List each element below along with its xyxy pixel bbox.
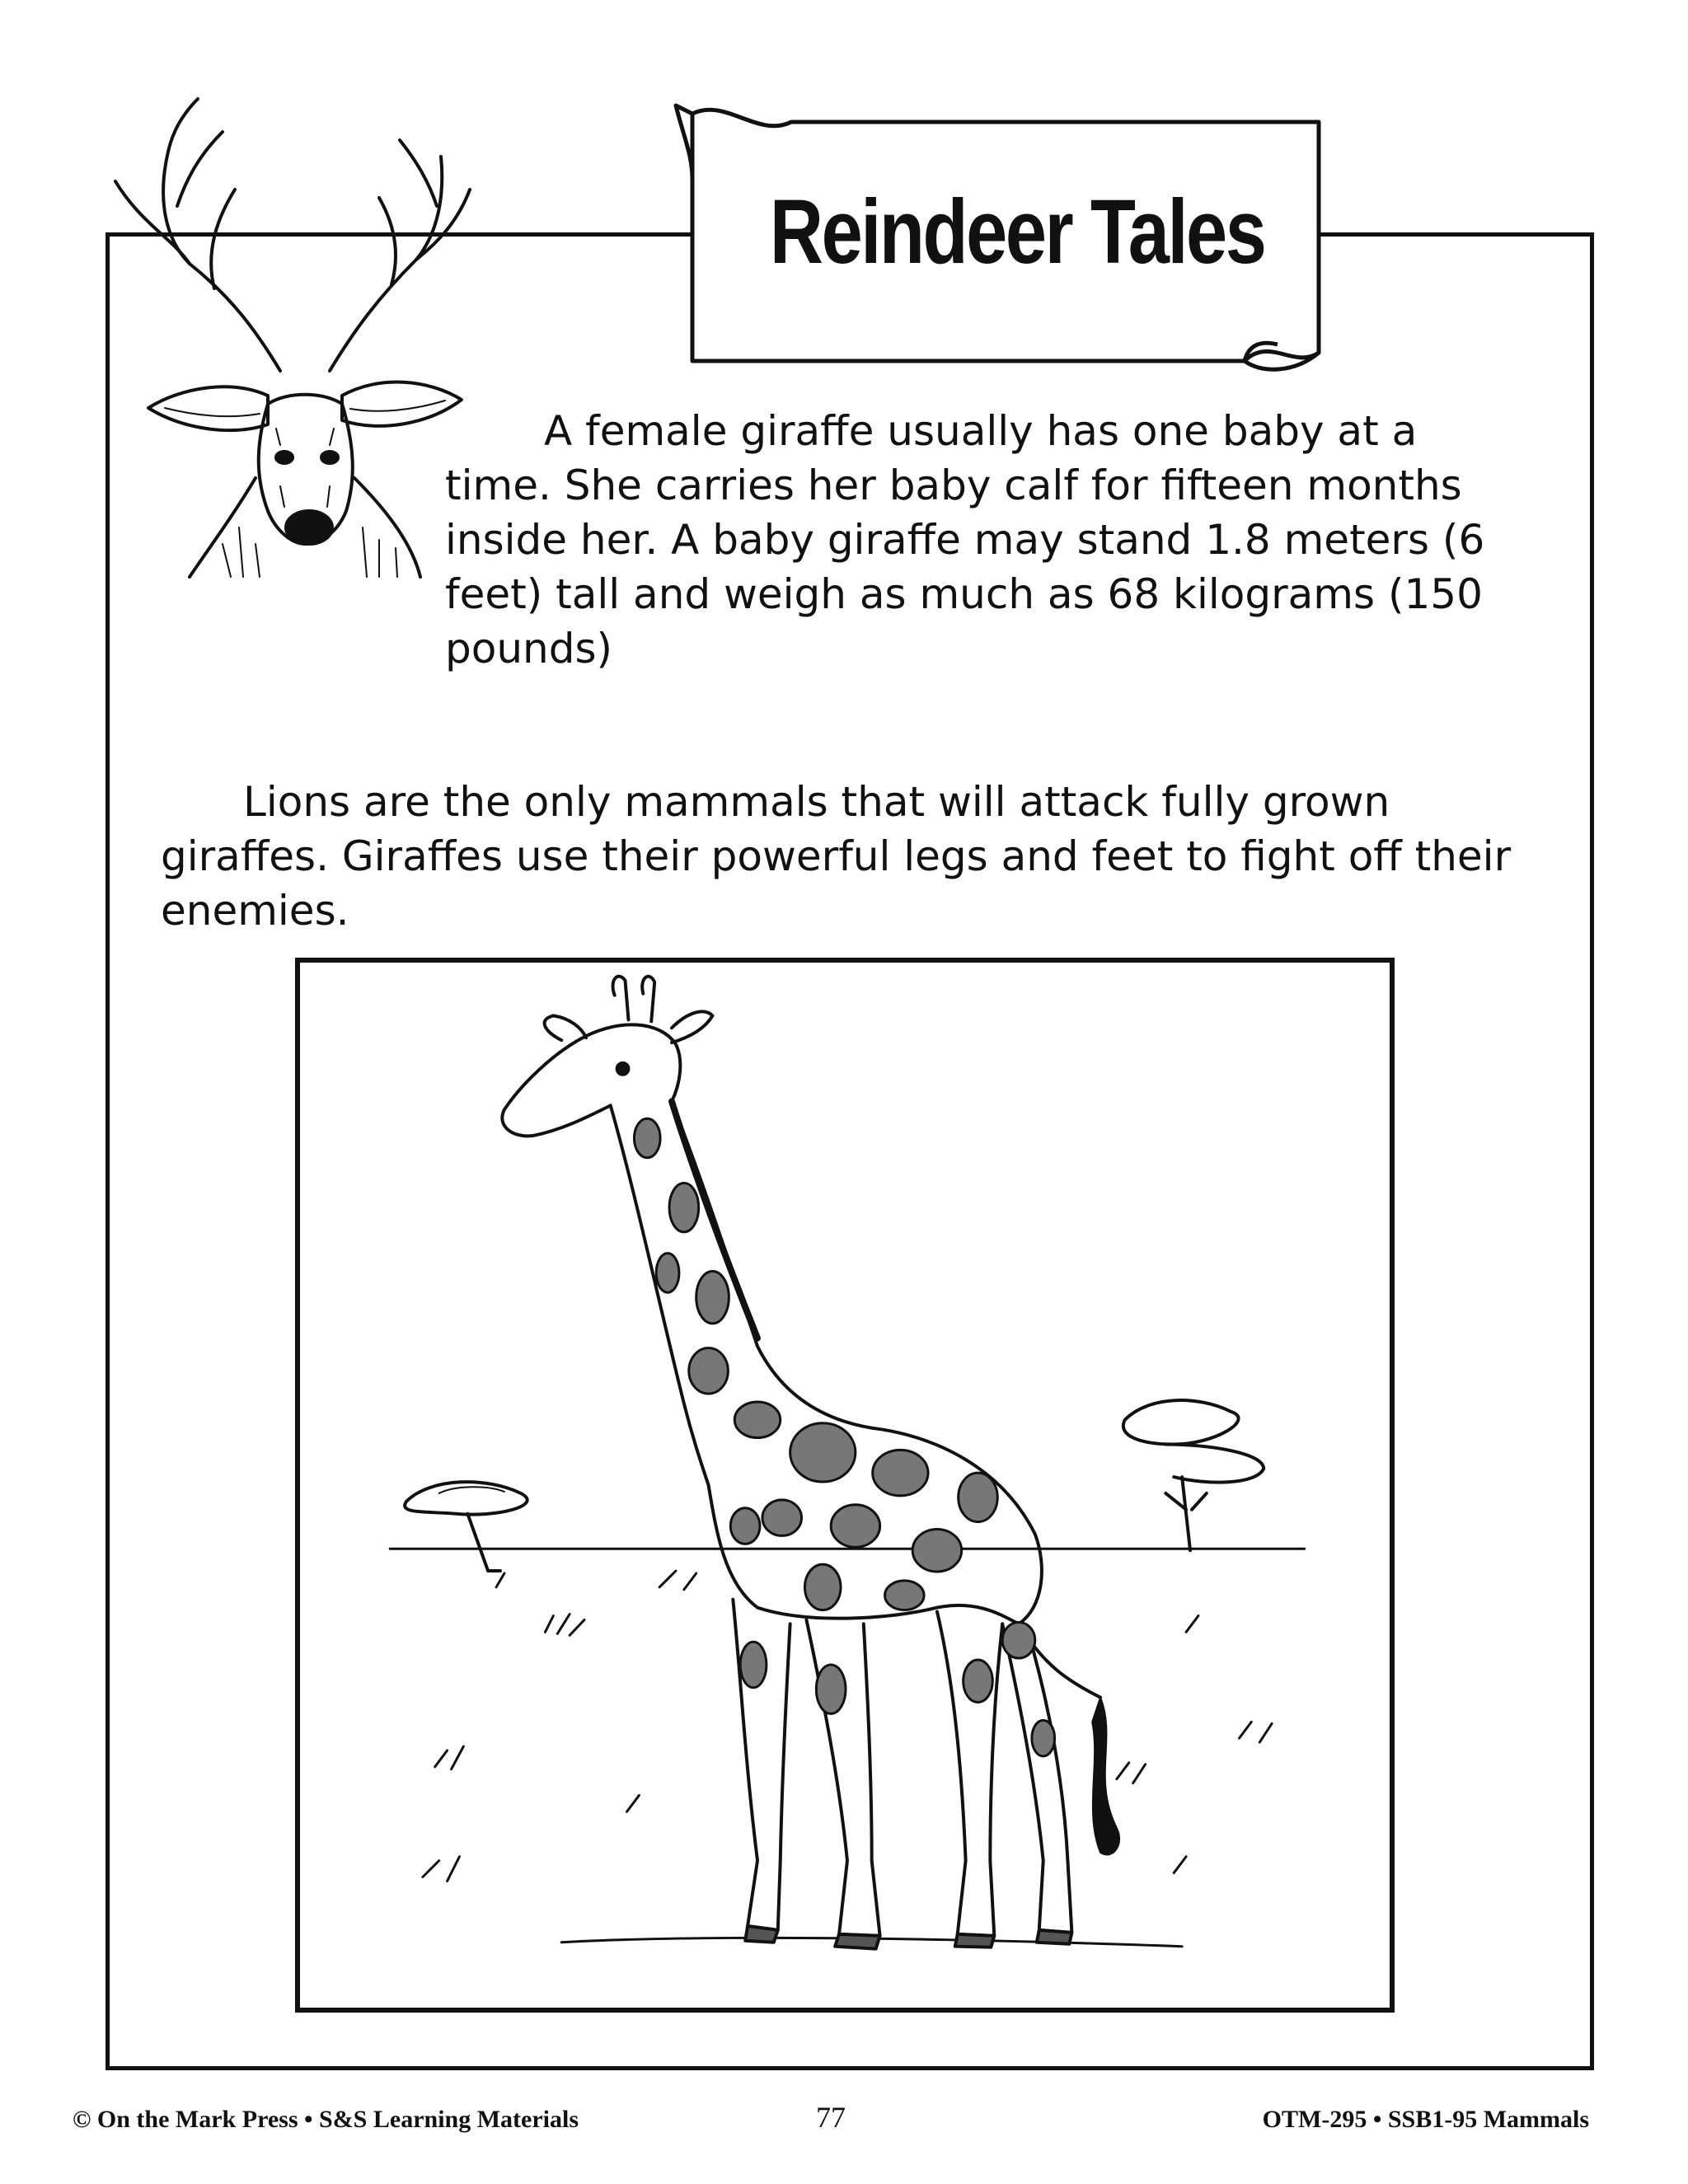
page-number: 77 <box>816 2101 846 2134</box>
paragraph-lions: Lions are the only mammals that will attack fully grown giraffes. Giraffes use their powerful legs and feet to fight off their enemies. <box>161 778 1512 935</box>
giraffe-savanna-illustration <box>300 963 1390 2008</box>
footer-product-code: OTM-295 • SSB1-95 Mammals <box>1262 2106 1589 2133</box>
acacia-tree-left <box>405 1482 528 1571</box>
deer-head-illustration <box>91 82 486 585</box>
title-banner <box>668 89 1343 386</box>
giraffe-figure <box>502 977 1119 1949</box>
giraffe-picture-box <box>295 958 1395 2013</box>
paragraph-giraffe-baby: A female giraffe usually has one baby at a time. She carries her baby calf for fifteen months inside her. A baby giraffe may stand 1.8 meters (6 feet) tall and weigh as much as 68 kilograms (150 pounds) <box>445 407 1485 673</box>
footer-publisher: © On the Mark Press • S&S Learning Materials <box>73 2106 579 2133</box>
acacia-tree-right <box>1123 1400 1264 1550</box>
page-title: Reindeer Tales <box>769 181 1265 283</box>
